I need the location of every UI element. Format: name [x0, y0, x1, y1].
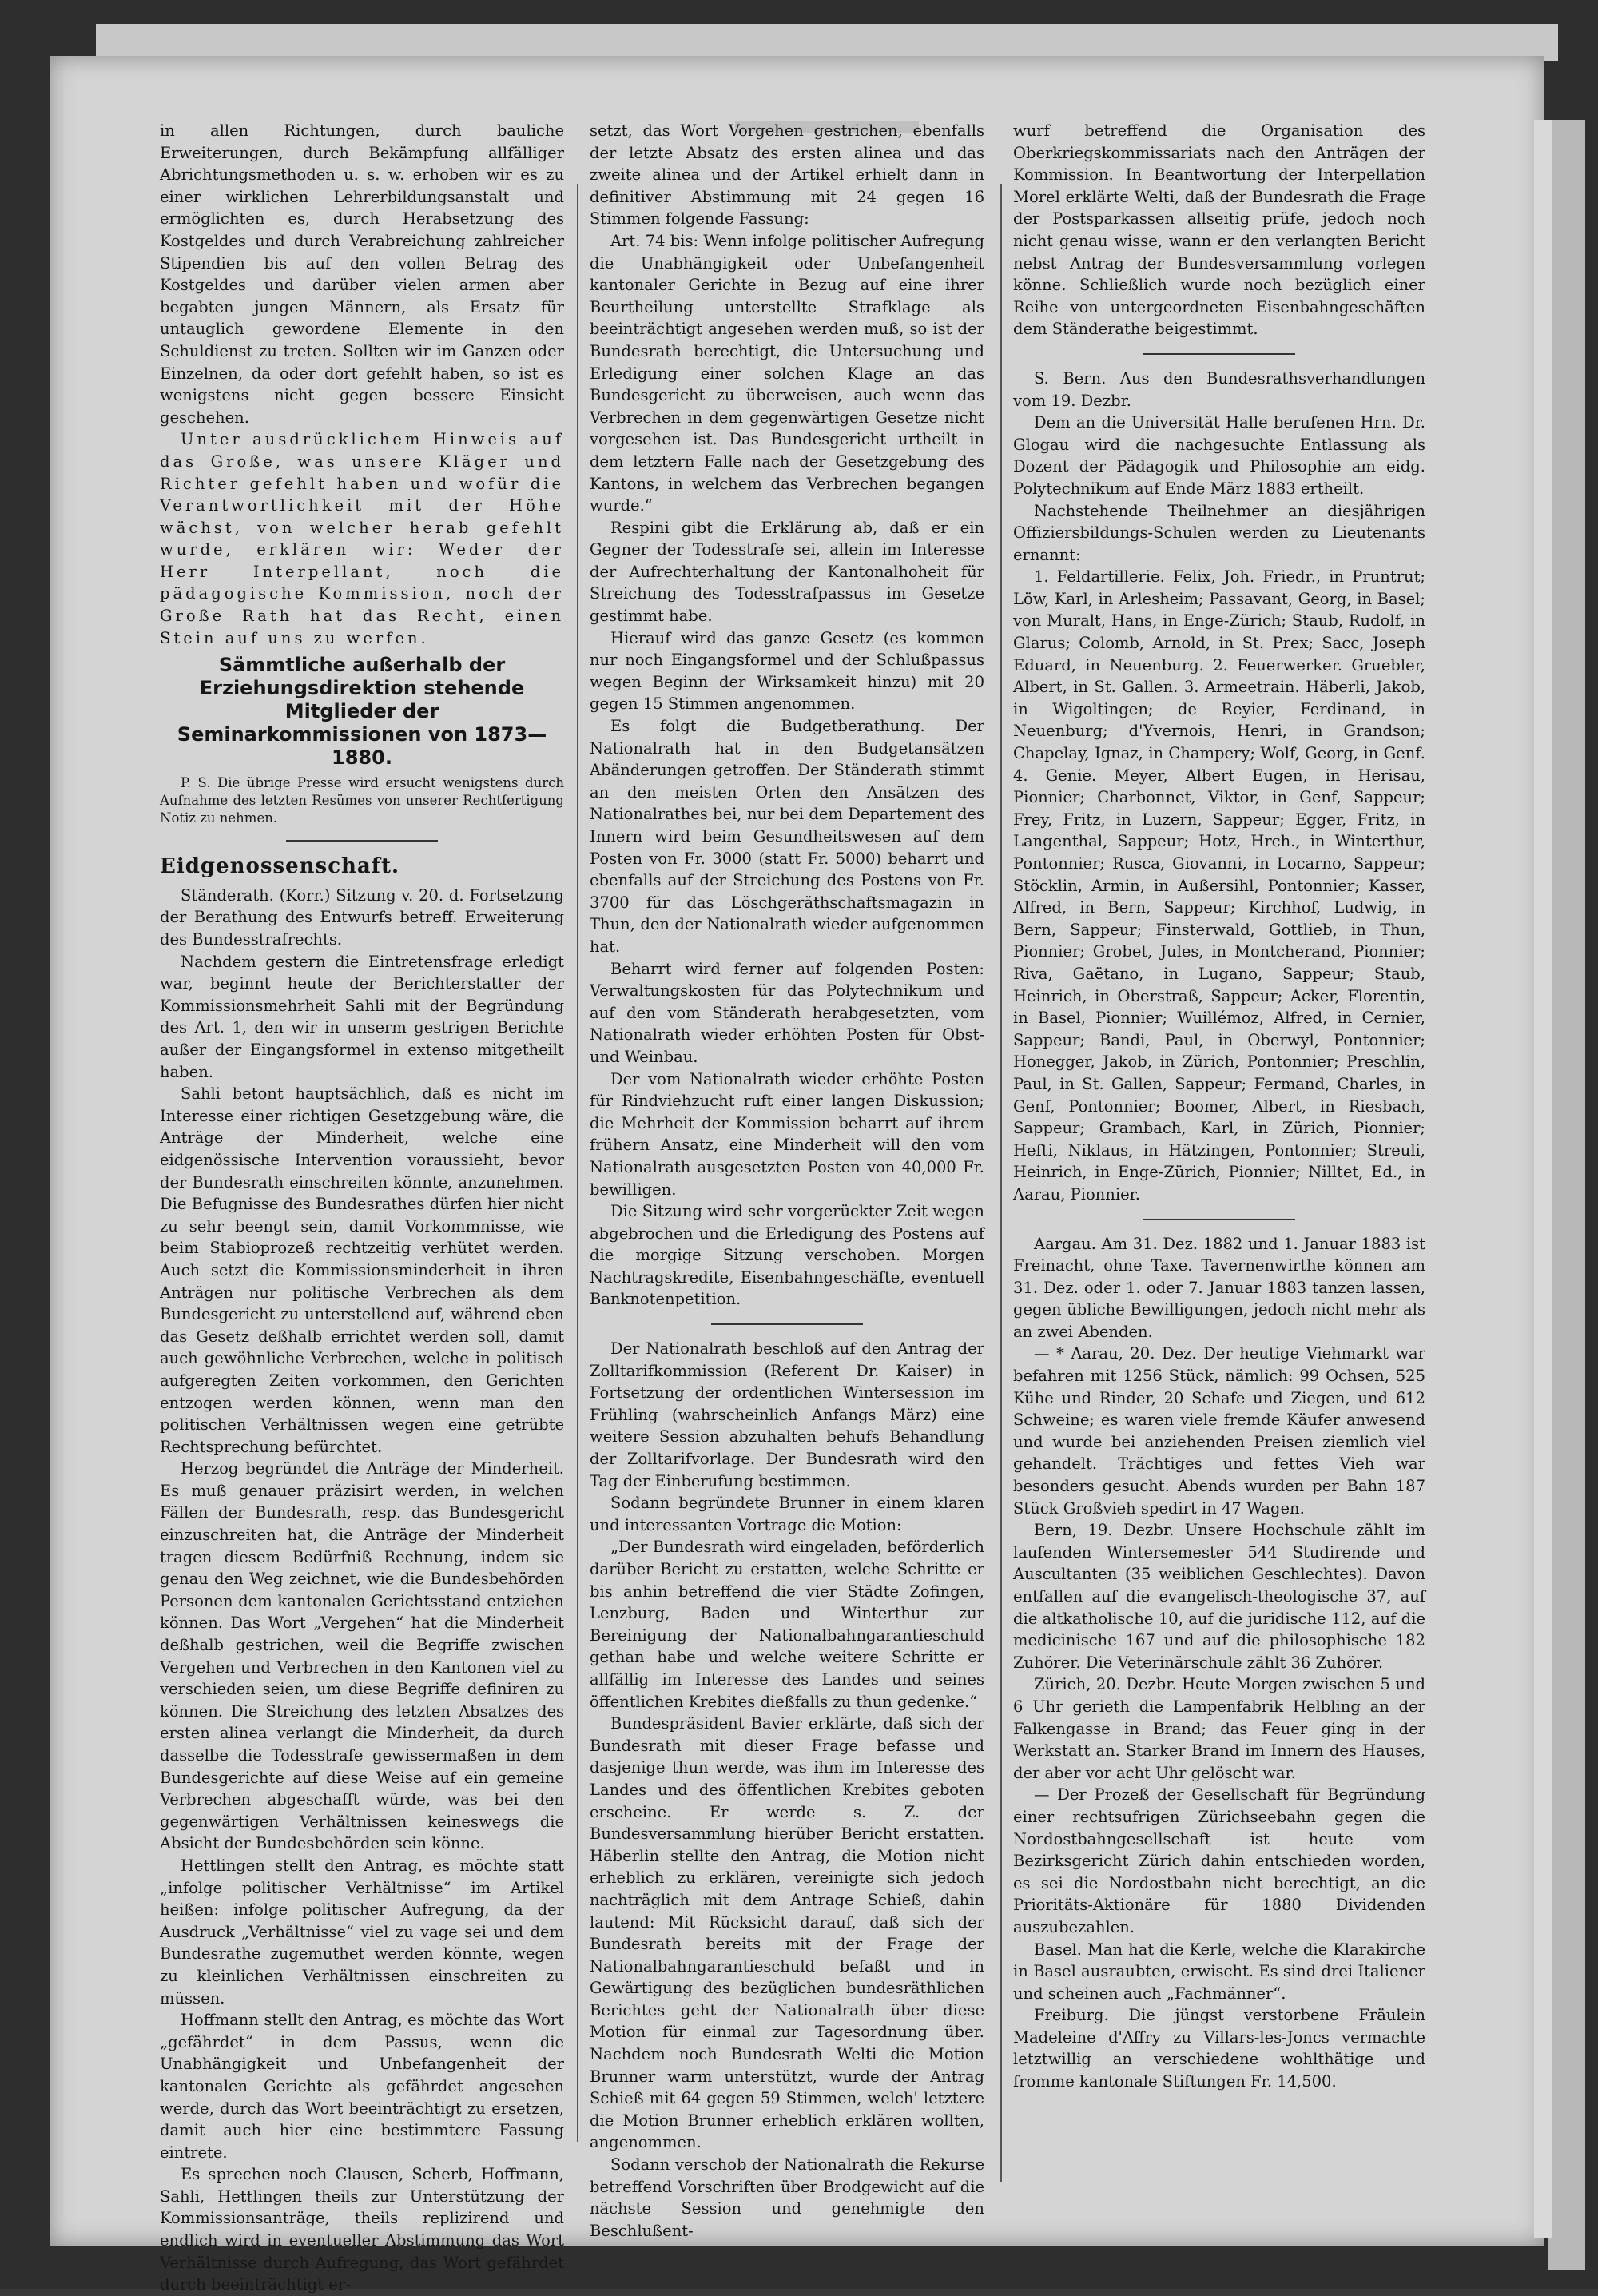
- paragraph-respini: Respini gibt die Erklärung ab, daß er ein Gegner der Todesstrafe sei, allein im Interesse der Aufrechterhaltung der Kantonalhoheit für Streichung des Todesstrafpassus im Gesetze gestimmt habe.: [590, 518, 984, 626]
- paragraph-s-bern: S. Bern. Aus den Bundesrathsverhandlungen vom 19. Dezbr.: [1013, 368, 1425, 410]
- column-rule-2: [1000, 184, 1002, 2182]
- column-3: [1013, 120, 1425, 2093]
- paragraph-zuerich: Zürich, 20. Dezbr. Heute Morgen zwischen 5 und 6 Uhr gerieth die Lampenfabrik Helbling an der Falkengasse in Brand; das Feuer ging in der Werkstatt an. Starker Brand im Innern des Hauses, der aber vor acht Uhr gelöscht war.: [1013, 1675, 1425, 1782]
- paragraph-es-sprechen: Es sprechen noch Clausen, Scherb, Hoffmann, Sahli, Hettlingen theils zur Unterstützung der Kommissionsanträge, theils replizirend und endlich wird in eventueller Abstimmung das Wort Verhältnisse durch Aufregung, das Wort gefährdet durch beeinträchtigt er-: [160, 2165, 564, 2294]
- paragraph-rindvieh: Der vom Nationalrath wieder erhöhte Posten für Rindviehzucht ruft einer langen Diskussion; die Mehrheit der Kommission beharrt auf ihrem frühern Ansatz, eine Minderheit will den vom Nationalrath ausgesetzten Posten von 40,000 Fr. bewilligen.: [590, 1069, 984, 1199]
- paragraph-bavier: Bundespräsident Bavier erklärte, daß sich der Bundesrath mit dieser Frage befasse und dasjenige thun werde, was ihm im Interesse des Landes und des öffentlichen Krebites geboten erscheine. Er werde s. Z. der Bundesversammlung hierüber Bericht erstatten. Häberlin stellte den Antrag, die Motion nicht erheblich zu erklären, vereinigte sich jedoch nachträglich mit dem Antrage Schieß, dahin lautend: Mit Rücksicht darauf, daß sich der Bundesrath bereits mit der Frage der Nationalbahngarantieschuld befaßt und in Gewärtigung des bezüglichen bundesräthlichen Berichtes geht der Nationalrath über diese Motion für einmal zur Tagesordnung über. Nachdem noch Bundesrath Welti die Motion Brunner warm unterstützt, wurde der Antrag Schieß mit 64 gegen 59 Stimmen, welch' letztere die Motion Brunner erheblich erklären wollten, angenommen.: [590, 1714, 984, 2152]
- section-title: Eidgenossenschaft.: [160, 854, 400, 879]
- paragraph-continuation: setzt, das Wort Vorgehen gestrichen, ebenfalls der letzte Absatz des ersten alinea und das zweite alinea und der Artikel erhielt dann in definitiver Abstimmung mit 24 gegen 16 Stimmen folgende Fassung:: [590, 121, 984, 229]
- paragraph-staenderath: Ständerath. (Korr.) Sitzung v. 20. d. Fortsetzung der Berathung des Entwurfs betreff. Erweiterung des Bundesstrafrechts.: [160, 885, 564, 949]
- paragraph-basel: Basel. Man hat die Kerle, welche die Klarakirche in Basel ausraubten, erwischt. Es sind drei Italiener und scheinen auch „Fachmänner“.: [1013, 1940, 1425, 2003]
- paragraph-sodann-2: Sodann verschob der Nationalrath die Rekurse betreffend Vorschriften über Brodgewicht auf die nächste Session und genehmigte den Beschlußent-: [590, 2155, 984, 2240]
- paragraph-declaration: Unter ausdrücklichem Hinweis auf das Große, was unsere Kläger und Richter gefehlt haben und wofür die Verantwortlichkeit mit der Höhe wächst, von welcher herab gefehlt wurde, erklären wir: Weder der Herr Interpellant, noch die pädagogische Kommission, noch der Große Rath hat das Recht, einen Stein auf uns zu werfen.: [160, 430, 564, 647]
- paragraph-teilnehmer: Nachstehende Theilnehmer an diesjährigen Offiziersbildungs-Schulen werden zu Lieutenants ernannt:: [1013, 501, 1425, 564]
- paragraph-beharrt: Beharrt wird ferner auf folgenden Posten: Verwaltungskosten für das Polytechnikum und auf den vom Ständerath herabgesetzten, vom Nationalrath wieder erhöhten Posten für Obst- und Weinbau.: [590, 959, 984, 1066]
- paragraph-prozess: — Der Prozeß der Gesellschaft für Begründung einer rechtsufrigen Zürichseebahn gegen die Nordostbahngesellschaft ist heute vom Bezirksgericht Zürich dahin entschieden worden, es sei die Nordostbahn nicht berechtigt, an die Prioritäts-Aktionäre für 1880 Dividenden auszubezahlen.: [1013, 1785, 1425, 1936]
- paragraph-intro: in allen Richtungen, durch bauliche Erweiterungen, durch Bekämpfung allfälliger Abrichtungsmethoden u. s. w. erhoben wir es zu einer wirklichen Lehrerbildungsanstalt und ermöglichten es, durch Herabsetzung des Kostgeldes und durch Verabreichung zahlreicher Stipendien bis auf den vollen Betrag des Kostgeldes und darüber vielen armen aber begabten jungen Männern, als Ersatz für untauglich gewordene Elemente in den Schuldienst zu treten. Sollten wir im Ganzen oder Einzelnen, da oder dort gefehlt haben, so ist es wenigstens nicht gegen bessere Einsicht geschehen.: [160, 121, 564, 427]
- paragraph-continuation: wurf betreffend die Organisation des Oberkriegskommissariats nach den Anträgen der Kommission. In Beantwortung der Interpellation Morel erklärte Welti, daß der Bundesrath die Frage der Postsparkassen allseitig prüfe, jedoch noch nicht genau wisse, wann er den verlangten Bericht nebst Antrag der Bundesversammlung vorlegen könne. Schließlich wurde noch bezüglich einer Reihe von untergeordneten Eisenbahngeschäften dem Ständerathe beigestimmt.: [1013, 121, 1425, 339]
- paragraph-glogau: Dem an die Universität Halle berufenen Hrn. Dr. Glogau wird die nachgesuchte Entlassung als Dozent der Pädagogik und Philosophie am eidg. Polytechnikum auf Ende März 1883 ertheilt.: [1013, 413, 1425, 498]
- paragraph-freiburg: Freiburg. Die jüngst verstorbene Fräulein Madeleine d'Affry zu Villars-les-Joncs vermachte letztwillig an verschiedene wohlthätige und fromme kantonale Stiftungen Fr. 14,500.: [1013, 2006, 1425, 2091]
- paragraph-sitzung: Die Sitzung wird sehr vorgerückter Zeit wegen abgebrochen und die Erledigung des Postens auf die morgige Sitzung verschoben. Morgen Nachtragskredite, Eisenbahngeschäfte, eventuell Banknotenpetition.: [590, 1202, 984, 1309]
- column-1: [160, 120, 564, 2296]
- signature-headline: Sämmtliche außerhalb der Erziehungsdirektion stehende Mitglieder der Seminarkommissionen von 1873—1880.: [177, 654, 547, 770]
- paragraph-hoffmann: Hoffmann stellt den Antrag, es möchte das Wort „gefährdet“ in dem Passus, wenn die Unabhängigkeit und Unbefangenheit der kantonalen Gerichte als gefährdet angesehen werde, durch das Wort beeinträchtigt zu ersetzen, damit auch hier eine bestimmtere Fassung eintrete.: [160, 2011, 564, 2162]
- page-edge-right: [1548, 120, 1585, 2270]
- paragraph-nachdem: Nachdem gestern die Eintretensfrage erledigt war, beginnt heute der Berichterstatter der Kommissionsmehrheit Sahli mit der Begründung des Art. 1, den wir in unserm gestrigen Berichte außer der Eingangsformel in extenso mitgetheilt haben.: [160, 952, 564, 1081]
- paragraph-bern: Bern, 19. Dezbr. Unsere Hochschule zählt im laufenden Wintersemester 544 Studirende und Auscultanten (35 weiblichen Geschlechtes). Davon entfallen auf die evangelisch-theologische 37, auf die altkatholische 10, auf die juridische 112, auf die medicinische 167 und auf die philosophische 182 Zuhörer. Die Veterinärschule zählt 36 Zuhörer.: [1013, 1521, 1425, 1672]
- paragraph-aarau: — * Aarau, 20. Dez. Der heutige Viehmarkt war befahren mit 1256 Stück, nämlich: 99 Ochsen, 525 Kühe und Rinder, 20 Schafe und Ziegen, und 612 Schweine; es waren viele fremde Käufer anwesend und wurde bei anziehenden Preisen ziemlich viel gehandelt. Trächtiges und fettes Vieh war besonders gesucht. Abends wurden per Bahn 187 Stück Großvieh spedirt in 47 Wagen.: [1013, 1344, 1425, 1518]
- article-divider: [1143, 1219, 1295, 1220]
- paragraph-budget: Es folgt die Budgetberathung. Der Nationalrath hat in den Budgetansätzen Abänderungen getroffen. Der Ständerath stimmt an den meisten Orten den Ansätzen des Nationalrathes bei, nur bei dem Departement des Innern wird beim Gesundheitswesen auf dem Posten von Fr. 3000 (statt Fr. 5000) beharrt und ebenfalls auf der Streichung des Postens von Fr. 3700 für das Löschgeräthschaftsmagazin in Thun, den der Nationalrath wieder aufgenommen hat.: [590, 717, 984, 956]
- paragraph-herzog: Herzog begründet die Anträge der Minderheit. Es muß genauer präzisirt werden, in welchen Fällen der Bundesrath, resp. das Bundesgericht einzuschreiten hat, die Anträge der Minderheit tragen diesem Bedürfniß Rechnung, indem sie genau den Weg zeichnet, wie die Bundesbehörden Personen dem kantonalen Gerichtsstand entziehen können. Das Wort „Vergehen“ hat die Minderheit deßhalb gestrichen, weil die Begriffe zwischen Vergehen und Verbrechen in den Kantonen viel zu verschieden seien, um diese Begriffe definiren zu können. Die Streichung des letzten Absatzes des ersten alinea verlangt die Minderheit, da durch dasselbe die Todesstrafe gewissermaßen in dem Bundesgerichte auf diese Weise auf ein gemeine Verbrechen abgeschafft würde, was bei den gegenwärtigen Verhältnissen keineswegs die Absicht der Bundesbehörden sein könne.: [160, 1459, 564, 1853]
- column-rule-1: [577, 184, 578, 2142]
- article-divider: [711, 1323, 863, 1325]
- paragraph-hettlingen: Hettlingen stellt den Antrag, es möchte statt „infolge politischer Verhältnisse“ im Artikel heißen: infolge politischer Aufregung, da der Ausdruck „Verhältnisse“ viel zu vage sei und dem Bundesrathe zugemuthet werden könnte, wegen zu kleinlichen Verhältnissen einschreiten zu müssen.: [160, 1856, 564, 2008]
- paragraph-sodann: Sodann begründete Brunner in einem klaren und interessanten Vortrage die Motion:: [590, 1494, 984, 1534]
- paragraph-nationalrath: Der Nationalrath beschloß auf den Antrag der Zolltarifkommission (Referent Dr. Kaiser) in Fortsetzung der ordentlichen Wintersession im Frühling (wahrscheinlich Anfangs März) eine weitere Session abzuhalten behufs Behandlung der Zolltarifvorlage. Der Bundesrath wird den Tag der Einberufung bestimmen.: [590, 1339, 984, 1490]
- paragraph-aargau: Aargau. Am 31. Dez. 1882 und 1. Januar 1883 ist Freinacht, ohne Taxe. Tavernenwirthe können am 31. Dez. oder 1. oder 7. Januar 1883 tanzen lassen, gegen übliche Bewilligungen, jedoch nicht mehr als an zwei Abenden.: [1013, 1234, 1425, 1341]
- paragraph-motion: „Der Bundesrath wird eingeladen, beförderlich darüber Bericht zu erstatten, welche Schritte er bis anhin betreffend die vier Städte Zofingen, Lenzburg, Baden und Winterthur zur Bereinigung der Nationalbahngarantieschuld gethan habe und welche weitere Schritte er allfällig im Interesse des Landes und seines öffentlichen Krebites dießfalls zu thun gedenke.“: [590, 1538, 984, 1711]
- column-2: [590, 120, 984, 2242]
- paragraph-hierauf: Hierauf wird das ganze Gesetz (es kommen nur noch Eingangsformel und der Schlußpassus wegen Beginn der Wirksamkeit hinzu) mit 20 gegen 15 Stimmen angenommen.: [590, 628, 984, 714]
- postscript: P. S. Die übrige Presse wird ersucht wenigstens durch Aufnahme des letzten Resümes von unserer Rechtfertigung Notiz zu nehmen.: [160, 775, 564, 826]
- section-divider: [286, 840, 438, 842]
- article-divider: [1143, 353, 1295, 355]
- page-binding-strip: [1534, 120, 1552, 2238]
- paragraph-art74: Art. 74 bis: Wenn infolge politischer Aufregung die Unabhängigkeit oder Unbefangenheit kantonaler Gerichte in Bezug auf eine ihrer Beurtheilung unterstellte Strafklage als beeinträchtigt angesehen werden muß, so ist der Bundesrath berechtigt, die Untersuchung und Erledigung einer solchen Klage an das Bundesgericht zu überweisen, auch wenn das Verbrechen in dem gegenwärtigen Gesetze nicht vorgesehen ist. Das Bundesgericht urtheilt in dem letztern Falle nach der Gesetzgebung des Kantons, in welchem das Verbrechen begangen wurde.“: [590, 231, 984, 515]
- paragraph-lieutenant-list: 1. Feldartillerie. Felix, Joh. Friedr., in Pruntrut; Löw, Karl, in Arlesheim; Passavant, Georg, in Basel; von Muralt, Hans, in Enge-Zürich; Staub, Rudolf, in Glarus; Colomb, Arnold, in St. Prex; Sacc, Joseph Eduard, in Neuenburg. 2. Feuerwerker. Gruebler, Albert, in St. Gallen. 3. Armeetrain. Häberli, Jakob, in Wigoltingen; de Reyier, Ferdinand, in Neuenburg; d'Yvernois, Henri, in Grandson; Chapelay, Ignaz, in Champery; Wolf, Georg, in Genf. 4. Genie. Meyer, Albert Eugen, in Herisau, Pionnier; Charbonnet, Viktor, in Genf, Sappeur; Frey, Fritz, in Luzern, Sappeur; Egger, Fritz, in Langenthal, Sappeur; Hotz, Hrch., in Winterthur, Pontonnier; Rusca, Giovanni, in Locarno, Sappeur; Stöcklin, Armin, in Außersihl, Pontonnier; Kasser, Alfred, in Bern, Sappeur; Kirchhof, Ludwig, in Bern, Sappeur; Finsterwald, Gottlieb, in Thun, Pionnier; Grobet, Jules, in Montcherand, Pionnier; Riva, Gaëtano, in Lugano, Sappeur; Staub, Heinrich, in Oberstraß, Sappeur; Acker, Florentin, in Basel, Pionnier; Wuillémoz, Alfred, in Cernier, Sappeur; Bandi, Paul, in Oberwyl, Pontonnier; Honegger, Jakob, in Zürich, Pontonnier; Preschlin, Paul, in St. Gallen, Sappeur; Fermand, Charles, in Genf, Pontonnier; Boomer, Albert, in Riesbach, Sappeur; Grambach, Karl, in Zürich, Pionnier; Hefti, Niklaus, in Hätzingen, Pontonnier; Streuli, Heinrich, in Enge-Zürich, Pionnier; Nilltet, Ed., in Aarau, Pionnier.: [1013, 567, 1425, 1204]
- paragraph-sahli: Sahli betont hauptsächlich, daß es nicht im Interesse einer richtigen Gesetzgebung wäre, die Anträge der Minderheit, welche eine eidgenössische Intervention voraussieht, bevor der Bundesrath einschreiten könnte, anzunehmen. Die Befugnisse des Bundesrathes dürfen hier nicht zu sehr beengt sein, damit Vorkommnisse, wie beim Stabioprozeß rechtzeitig verhütet werden. Auch setzt die Kommissionsminderheit in ihren Anträgen nur politische Verbrechen als dem Bundesgericht zu unterstellend auf, während eben das Gesetz deßhalb errichtet werden soll, damit auch gewöhnliche Verbrechen, welche in politisch aufgeregten Zeiten vorkommen, den Gerichten entzogen werden können, wenn man den politischen Verhältnissen wegen eine getrübte Rechtsprechung befürchtet.: [160, 1084, 564, 1456]
